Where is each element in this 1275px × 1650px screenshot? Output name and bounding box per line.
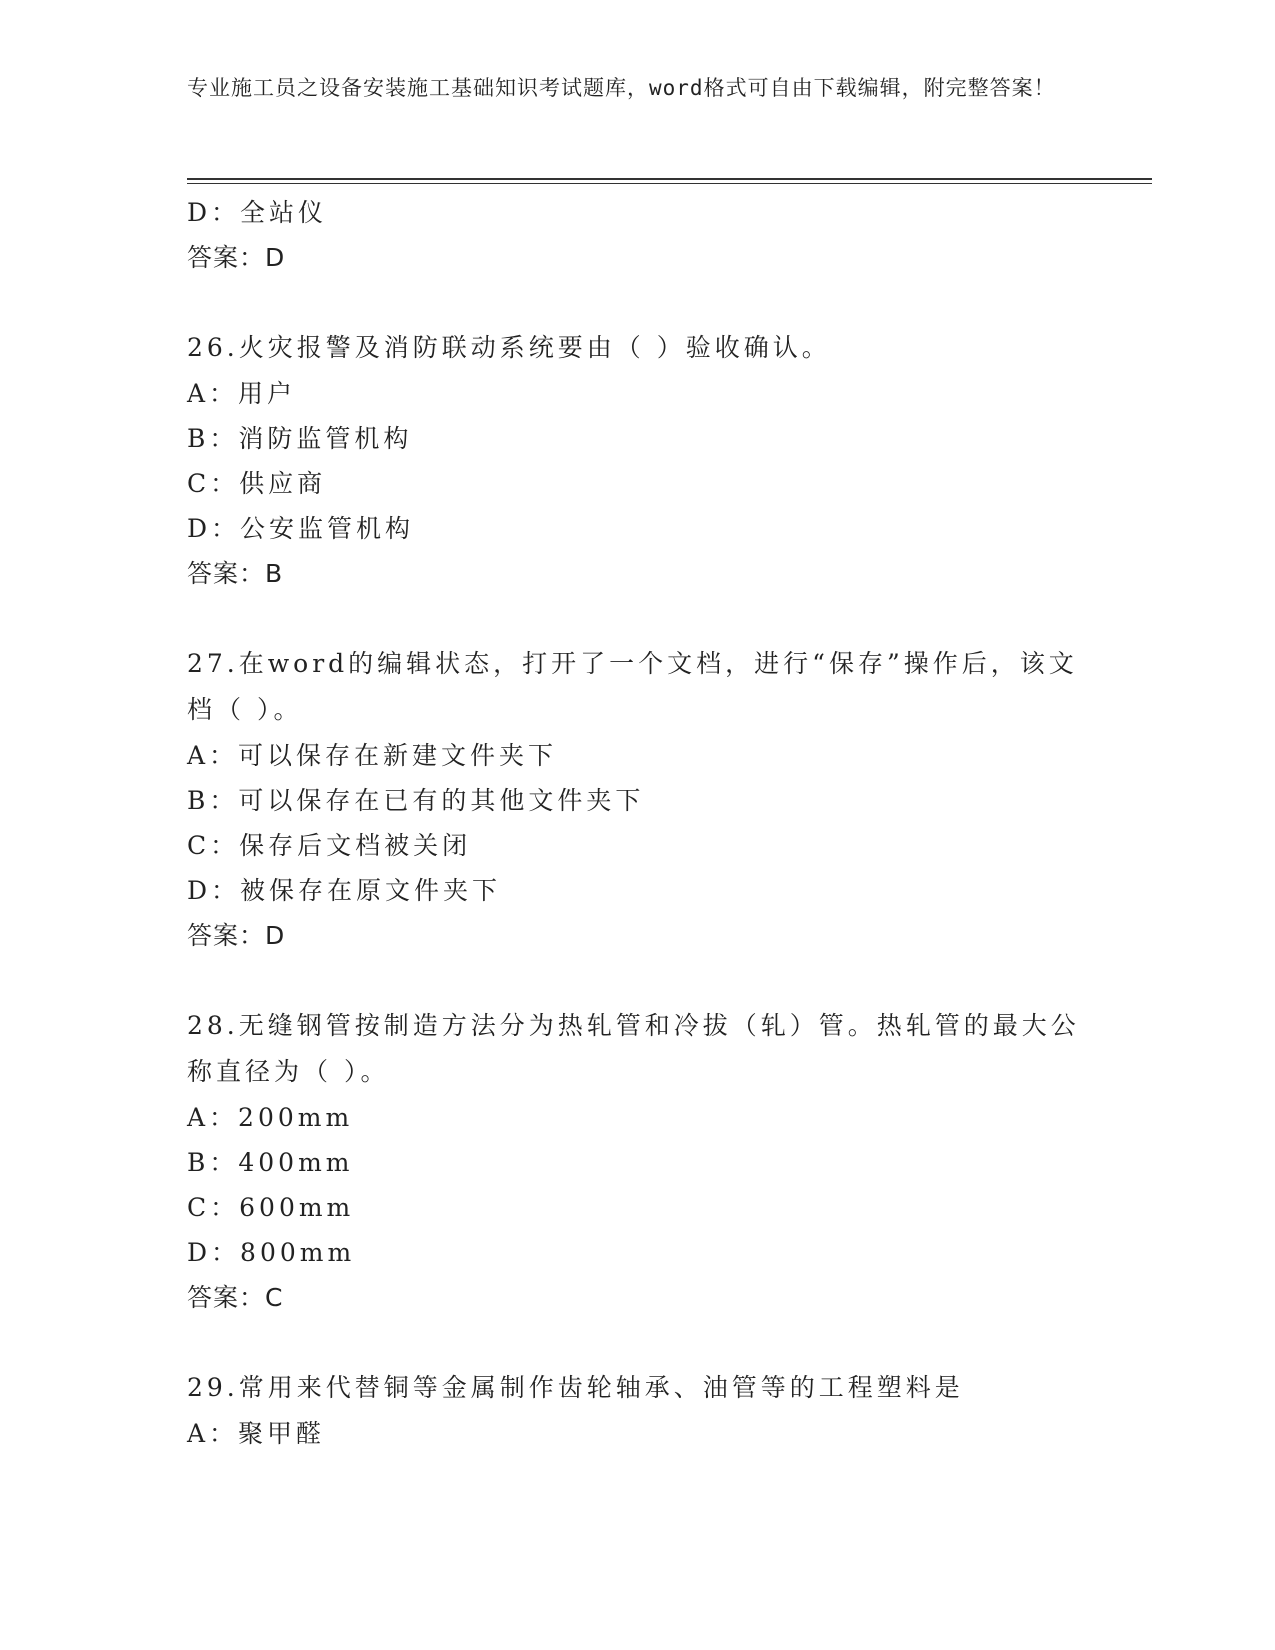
option-a: A：聚甲醛 [187, 1419, 326, 1448]
header-divider-thin [187, 183, 1152, 184]
document-body [187, 190, 1087, 1456]
question-text: 26.火灾报警及消防联动系统要由（ ）验收确认。 [187, 333, 831, 362]
option-b: B：400mm [187, 1148, 354, 1177]
option-d: D：800mm [187, 1238, 356, 1267]
option-d: D：全站仪 [187, 198, 328, 227]
answer: 答案：D [187, 243, 286, 272]
answer: 答案：C [187, 1283, 284, 1312]
option-a: A：用户 [187, 379, 297, 408]
answer: 答案：D [187, 921, 286, 950]
option-d: D：被保存在原文件夹下 [187, 876, 502, 905]
option-b: B：消防监管机构 [187, 424, 413, 453]
question-28 [187, 1003, 1087, 1321]
answer: 答案：B [187, 559, 284, 588]
question-26 [187, 325, 1087, 597]
option-a: A：200mm [187, 1103, 354, 1132]
question-29 [187, 1365, 1087, 1456]
header-divider-thick [187, 178, 1152, 180]
carryover-block [187, 190, 1087, 281]
question-27 [187, 641, 1087, 959]
option-a: A：可以保存在新建文件夹下 [187, 741, 558, 770]
document-header: 专业施工员之设备安装施工基础知识考试题库，word格式可自由下载编辑，附完整答案！ [187, 76, 1056, 100]
question-text: 28.无缝钢管按制造方法分为热轧管和冷拔（轧）管。热轧管的最大公称直径为（ ）。 [187, 1011, 1080, 1086]
option-c: C：供应商 [187, 469, 327, 498]
option-c: C：保存后文档被关闭 [187, 831, 472, 860]
option-d: D：公安监管机构 [187, 514, 415, 543]
question-text: 29.常用来代替铜等金属制作齿轮轴承、油管等的工程塑料是 [187, 1373, 964, 1402]
question-text: 27.在word的编辑状态，打开了一个文档，进行“保存”操作后，该文档（ ）。 [187, 649, 1078, 724]
option-c: C：600mm [187, 1193, 355, 1222]
option-b: B：可以保存在已有的其他文件夹下 [187, 786, 645, 815]
